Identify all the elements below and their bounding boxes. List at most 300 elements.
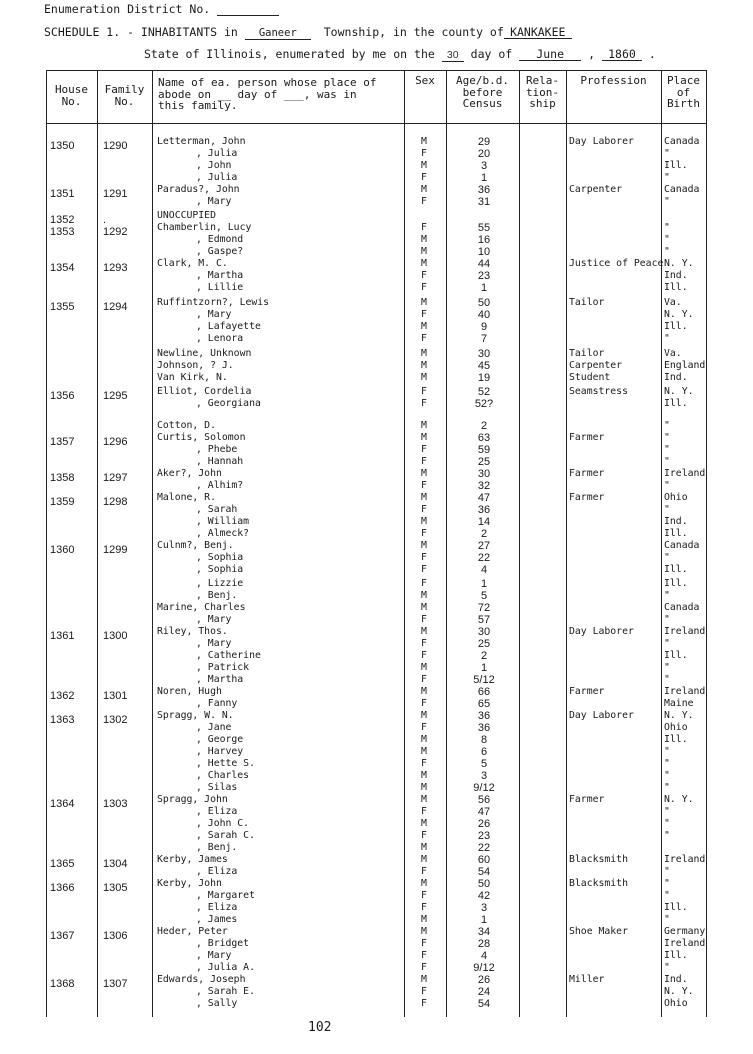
cell-age: 25 [477, 638, 491, 650]
cell-birth: " [664, 662, 670, 673]
cell-birth: Canada [664, 540, 700, 551]
cell-sex: M [421, 468, 427, 479]
cell-sex: M [421, 794, 427, 805]
cell-house: 1358 [50, 472, 75, 484]
cell-name: Van Kirk, N. [157, 372, 228, 383]
cell-prof: Farmer [569, 794, 605, 805]
cell-birth: " [664, 914, 670, 925]
cell-sex: M [421, 160, 427, 171]
cell-birth: " [664, 782, 670, 793]
cell-sex: M [421, 602, 427, 613]
cell-prof: Miller [569, 974, 605, 985]
cell-age: 9 [480, 321, 488, 333]
cell-name: , Sarah C. [196, 830, 255, 841]
cell-house: 1362 [50, 690, 75, 702]
cell-age: 52 [477, 386, 491, 398]
cell-age: 5/12 [473, 674, 495, 686]
cell-birth: " [664, 552, 670, 563]
cell-name: , Charles [196, 770, 250, 781]
cell-name: Letterman, John [157, 136, 246, 147]
cell-sex: M [421, 348, 427, 359]
cell-name: , Julia A. [196, 962, 255, 973]
cell-sex: M [421, 372, 427, 383]
cell-name: , Martha [196, 270, 244, 281]
cell-age: 5 [480, 758, 488, 770]
district-line [44, 2, 279, 16]
cell-sex: M [421, 136, 427, 147]
cell-sex: M [421, 662, 427, 673]
cell-name: , Lillie [196, 282, 244, 293]
cell-prof: Justice of Peace [569, 258, 664, 269]
col-border-4 [446, 70, 447, 1017]
cell-prof: Day Laborer [569, 136, 634, 147]
cell-family: 1293 [103, 262, 128, 274]
cell-sex: F [421, 830, 427, 841]
col-header-family: Family No. [104, 83, 145, 108]
cell-birth: N. Y. [664, 258, 694, 269]
cell-age: 1 [480, 172, 488, 184]
cell-house: 1350 [50, 140, 75, 152]
cell-name: , Patrick [196, 662, 250, 673]
cell-birth: " [664, 962, 670, 973]
cell-name: , Edmond [196, 234, 244, 245]
cell-name: , Benj. [196, 842, 238, 853]
cell-sex: M [421, 686, 427, 697]
cell-birth: " [664, 480, 670, 491]
cell-name: Kerby, John [157, 878, 222, 889]
cell-age: 3 [480, 160, 488, 172]
col-border-2 [152, 70, 153, 1017]
col-border-1 [97, 70, 98, 1017]
cell-sex: F [421, 444, 427, 455]
cell-name: , Mary [196, 950, 232, 961]
cell-birth: Ill. [664, 321, 688, 332]
cell-name: Heder, Peter [157, 926, 228, 937]
cell-name: UNOCCUPIED [157, 210, 216, 221]
cell-age: 5 [480, 590, 488, 602]
cell-birth: Ohio [664, 722, 688, 733]
cell-birth: Ireland [664, 938, 706, 949]
cell-name: , Fanny [196, 698, 238, 709]
cell-sex: M [421, 734, 427, 745]
cell-name: , Mary [196, 614, 232, 625]
cell-sex: M [421, 540, 427, 551]
cell-family: 1300 [103, 630, 128, 642]
cell-sex: F [421, 333, 427, 344]
cell-sex: F [421, 504, 427, 515]
page-number: 102 [308, 1020, 332, 1035]
cell-name: Paradus?, John [157, 184, 240, 195]
cell-birth: Ohio [664, 492, 688, 503]
cell-name: Cotton, D. [157, 420, 216, 431]
cell-age: 4 [480, 950, 488, 962]
cell-age: 19 [477, 372, 491, 384]
cell-name: , James [196, 914, 238, 925]
cell-birth: " [664, 770, 670, 781]
cell-sex: M [421, 297, 427, 308]
cell-age: 42 [477, 890, 491, 902]
cell-sex: F [421, 938, 427, 949]
cell-house: 1351 [50, 188, 75, 200]
cell-birth: " [664, 196, 670, 207]
cell-age: 1 [480, 282, 488, 294]
cell-age: 60 [477, 854, 491, 866]
cell-birth: Ill. [664, 734, 688, 745]
cell-name: , Julia [196, 172, 238, 183]
cell-name: , Mary [196, 309, 232, 320]
cell-age: 36 [477, 722, 491, 734]
day-label: day of [470, 47, 513, 61]
cell-birth: " [664, 638, 670, 649]
col-header-name: Name of ea. person whose place of abode on __ day of ___, was in this family. [158, 76, 377, 112]
cell-age: 47 [477, 806, 491, 818]
cell-prof: Seamstress [569, 386, 628, 397]
cell-sex: F [421, 196, 427, 207]
cell-name: Ruffintzorn?, Lewis [157, 297, 270, 308]
cell-birth: Ind. [664, 516, 688, 527]
cell-sex: M [421, 590, 427, 601]
cell-birth: " [664, 674, 670, 685]
cell-name: Spragg, John [157, 794, 228, 805]
cell-birth: Maine [664, 698, 694, 709]
cell-age: 40 [477, 309, 491, 321]
cell-name: Spragg, W. N. [157, 710, 234, 721]
cell-birth: " [664, 420, 670, 431]
cell-house: 1355 [50, 301, 75, 313]
cell-sex: M [421, 770, 427, 781]
cell-age: 59 [477, 444, 491, 456]
cell-prof: Student [569, 372, 611, 383]
cell-sex: M [421, 626, 427, 637]
cell-family: . [103, 214, 107, 226]
cell-sex: M [421, 782, 427, 793]
cell-sex: F [421, 986, 427, 997]
cell-sex: M [421, 516, 427, 527]
cell-sex: M [421, 926, 427, 937]
cell-name: , Harvey [196, 746, 244, 757]
cell-birth: Germany [664, 926, 706, 937]
col-header-relationship: Rela- tion- ship [525, 74, 560, 110]
cell-sex: M [421, 258, 427, 269]
cell-birth: N. Y. [664, 386, 694, 397]
cell-sex: F [421, 270, 427, 281]
cell-age: 54 [477, 998, 491, 1010]
cell-sex: F [421, 650, 427, 661]
cell-family: 1290 [103, 140, 128, 152]
cell-age: 1 [480, 914, 488, 926]
cell-age: 47 [477, 492, 491, 504]
cell-sex: F [421, 722, 427, 733]
cell-sex: M [421, 710, 427, 721]
cell-age: 31 [477, 196, 491, 208]
cell-birth: Canada [664, 602, 700, 613]
cell-age: 10 [477, 246, 491, 258]
col-border-7 [661, 70, 662, 1017]
col-border-8 [706, 70, 707, 1017]
cell-birth: " [664, 432, 670, 443]
cell-age: 50 [477, 878, 491, 890]
cell-name: , John C. [196, 818, 250, 829]
cell-name: Elliot, Cordelia [157, 386, 252, 397]
county-value: KANKAKEE [504, 26, 572, 39]
cell-name: , Mary [196, 196, 232, 207]
cell-sex: M [421, 184, 427, 195]
cell-sex: F [421, 552, 427, 563]
cell-name: , Julia [196, 148, 238, 159]
cell-name: , Georgiana [196, 398, 261, 409]
cell-birth: " [664, 590, 670, 601]
cell-birth: Ill. [664, 902, 688, 913]
cell-family: 1296 [103, 436, 128, 448]
cell-prof: Shoe Maker [569, 926, 628, 937]
cell-birth: " [664, 614, 670, 625]
cell-age: 45 [477, 360, 491, 372]
day-value: 30 [442, 49, 464, 62]
cell-birth: Canada [664, 184, 700, 195]
cell-birth: Ill. [664, 950, 688, 961]
cell-birth: " [664, 148, 670, 159]
cell-age: 28 [477, 938, 491, 950]
cell-house: 1353 [50, 226, 75, 238]
cell-age: 8 [480, 734, 488, 746]
cell-prof: Tailor [569, 348, 605, 359]
cell-house: 1366 [50, 882, 75, 894]
cell-birth: Ireland [664, 468, 706, 479]
col-border-0 [46, 70, 47, 1017]
district-blank [217, 3, 279, 16]
cell-sex: F [421, 638, 427, 649]
cell-birth: Ireland [664, 686, 706, 697]
cell-age: 22 [477, 552, 491, 564]
cell-sex: F [421, 614, 427, 625]
cell-sex: M [421, 420, 427, 431]
cell-name: Malone, R. [157, 492, 216, 503]
cell-name: , Lafayette [196, 321, 261, 332]
cell-house: 1359 [50, 496, 75, 508]
cell-family: 1302 [103, 714, 128, 726]
cell-name: Kerby, James [157, 854, 228, 865]
cell-birth: " [664, 758, 670, 769]
cell-birth: Ind. [664, 974, 688, 985]
cell-sex: M [421, 818, 427, 829]
col-border-5 [519, 70, 520, 1017]
cell-sex: F [421, 674, 427, 685]
cell-age: 56 [477, 794, 491, 806]
cell-birth: N. Y. [664, 794, 694, 805]
cell-name: , Almeck? [196, 528, 250, 539]
cell-name: , Jane [196, 722, 232, 733]
col-border-3 [404, 70, 405, 1017]
cell-sex: M [421, 321, 427, 332]
cell-sex: F [421, 758, 427, 769]
cell-house: 1352 [50, 214, 75, 226]
cell-name: , William [196, 516, 250, 527]
cell-birth: Ill. [664, 564, 688, 575]
cell-house: 1365 [50, 858, 75, 870]
cell-name: Noren, Hugh [157, 686, 222, 697]
cell-house: 1367 [50, 930, 75, 942]
cell-sex: M [421, 914, 427, 925]
cell-age: 57 [477, 614, 491, 626]
col-header-age: Age/b.d. before Census [456, 74, 509, 110]
cell-age: 54 [477, 866, 491, 878]
cell-birth: Ill. [664, 160, 688, 171]
cell-birth: Va. [664, 348, 682, 359]
header-divider [46, 123, 706, 124]
cell-birth: N. Y. [664, 986, 694, 997]
cell-birth: Ill. [664, 282, 688, 293]
cell-house: 1354 [50, 262, 75, 274]
cell-birth: Ireland [664, 626, 706, 637]
cell-prof: Farmer [569, 432, 605, 443]
cell-birth: " [664, 333, 670, 344]
cell-sex: F [421, 578, 427, 589]
cell-birth: " [664, 504, 670, 515]
cell-name: , Sarah E. [196, 986, 255, 997]
cell-birth: " [664, 172, 670, 183]
cell-sex: F [421, 866, 427, 877]
cell-name: , Lizzie [196, 578, 244, 589]
cell-name: , Sarah [196, 504, 238, 515]
cell-house: 1357 [50, 436, 75, 448]
cell-name: Culnm?, Benj. [157, 540, 234, 551]
district-label: Enumeration District No. [44, 2, 211, 16]
cell-name: , Lenora [196, 333, 244, 344]
cell-prof: Farmer [569, 686, 605, 697]
state-line [144, 47, 656, 62]
cell-birth: Ohio [664, 998, 688, 1009]
cell-prof: Farmer [569, 492, 605, 503]
cell-birth: " [664, 878, 670, 889]
cell-sex: M [421, 246, 427, 257]
cell-age: 29 [477, 136, 491, 148]
cell-birth: " [664, 818, 670, 829]
cell-age: 36 [477, 710, 491, 722]
cell-name: , Sophia [196, 564, 244, 575]
cell-name: , John [196, 160, 232, 171]
cell-family: 1292 [103, 226, 128, 238]
cell-age: 9/12 [473, 962, 495, 974]
cell-sex: M [421, 234, 427, 245]
cell-sex: F [421, 480, 427, 491]
cell-age: 63 [477, 432, 491, 444]
cell-birth: " [664, 456, 670, 467]
cell-age: 27 [477, 540, 491, 552]
cell-age: 6 [480, 746, 488, 758]
cell-birth: England [664, 360, 706, 371]
cell-birth: Ill. [664, 528, 688, 539]
cell-age: 23 [477, 270, 491, 282]
cell-age: 24 [477, 986, 491, 998]
cell-name: Riley, Thos. [157, 626, 228, 637]
cell-birth: " [664, 246, 670, 257]
cell-name: Clark, M. C. [157, 258, 228, 269]
cell-name: , George [196, 734, 244, 745]
cell-age: 2 [480, 650, 488, 662]
col-header-house: House No. [54, 83, 89, 108]
cell-sex: F [421, 528, 427, 539]
cell-birth: " [664, 866, 670, 877]
cell-family: 1303 [103, 798, 128, 810]
cell-name: , Eliza [196, 902, 238, 913]
cell-sex: F [421, 698, 427, 709]
cell-sex: F [421, 950, 427, 961]
cell-age: 55 [477, 222, 491, 234]
cell-age: 3 [480, 770, 488, 782]
cell-age: 7 [480, 333, 488, 345]
cell-name: Johnson, ? J. [157, 360, 234, 371]
cell-age: 52? [474, 398, 494, 410]
cell-prof: Day Laborer [569, 626, 634, 637]
cell-house: 1364 [50, 798, 75, 810]
cell-birth: Ill. [664, 578, 688, 589]
cell-name: , Hannah [196, 456, 244, 467]
cell-family: 1304 [103, 858, 128, 870]
cell-age: 2 [480, 528, 488, 540]
cell-birth: Canada [664, 136, 700, 147]
col-header-birth: Place of Birth [666, 74, 701, 110]
cell-name: Chamberlin, Lucy [157, 222, 252, 233]
cell-sex: F [421, 398, 427, 409]
cell-age: 34 [477, 926, 491, 938]
cell-birth: Va. [664, 297, 682, 308]
cell-name: Marine, Charles [157, 602, 246, 613]
cell-birth: N. Y. [664, 309, 694, 320]
cell-family: 1291 [103, 188, 128, 200]
cell-birth: " [664, 746, 670, 757]
cell-sex: M [421, 360, 427, 371]
cell-name: , Sophia [196, 552, 244, 563]
cell-family: 1298 [103, 496, 128, 508]
cell-name: , Eliza [196, 806, 238, 817]
col-header-sex: Sex [415, 74, 435, 87]
cell-sex: M [421, 878, 427, 889]
cell-family: 1295 [103, 390, 128, 402]
cell-sex: M [421, 432, 427, 443]
cell-age: 30 [477, 468, 491, 480]
cell-name: , Hette S. [196, 758, 255, 769]
cell-birth: " [664, 890, 670, 901]
cell-birth: " [664, 830, 670, 841]
cell-sex: M [421, 746, 427, 757]
cell-name: , Mary [196, 638, 232, 649]
cell-family: 1307 [103, 978, 128, 990]
cell-family: 1299 [103, 544, 128, 556]
cell-name: , Gaspe? [196, 246, 244, 257]
cell-sex: F [421, 222, 427, 233]
cell-birth: " [664, 234, 670, 245]
cell-name: , Eliza [196, 866, 238, 877]
cell-name: , Alhim? [196, 480, 244, 491]
cell-sex: F [421, 564, 427, 575]
month-value: June [519, 48, 581, 61]
cell-sex: F [421, 172, 427, 183]
cell-name: Curtis, Solomon [157, 432, 246, 443]
cell-name: , Sally [196, 998, 238, 1009]
col-border-6 [566, 70, 567, 1017]
cell-age: 65 [477, 698, 491, 710]
cell-prof: Carpenter [569, 184, 623, 195]
township-suffix: Township, in the county of [323, 25, 504, 39]
year-prefix: , [588, 47, 596, 61]
cell-house: 1363 [50, 714, 75, 726]
cell-birth: Ill. [664, 398, 688, 409]
cell-name: , Silas [196, 782, 238, 793]
cell-age: 26 [477, 818, 491, 830]
cell-name: Newline, Unknown [157, 348, 252, 359]
cell-sex: F [421, 890, 427, 901]
cell-name: , Martha [196, 674, 244, 685]
